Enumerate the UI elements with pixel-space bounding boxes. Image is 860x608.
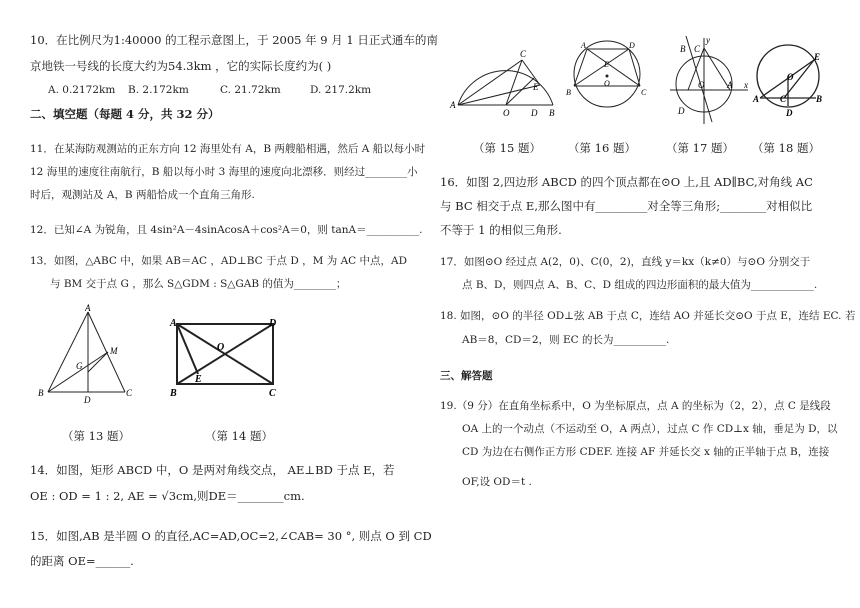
- fig14-label-e: E: [195, 374, 202, 385]
- q11-line3: 时后，观测站及 A，B 两船恰成一个直角三角形.: [30, 189, 255, 201]
- fig13-label-a: A: [85, 303, 91, 313]
- figure-18: [752, 38, 828, 122]
- q17-line1: 17．如图⊙O 经过点 A(2，0)、C(0，2)，直线 y＝kx（k≠0）与⊙O 分别交于: [440, 256, 811, 268]
- figure-14: [165, 312, 285, 402]
- fig16-label-c: C: [641, 88, 647, 97]
- fig16-label-o: O: [604, 79, 610, 88]
- fig18-label-e: E: [814, 52, 821, 62]
- caption-18: （第 18 题）: [752, 141, 820, 155]
- q17-line2: 点 B、D，则四点 A、B、C、D 组成的四边形面积的最大值为____________.: [462, 279, 818, 291]
- fig18-label-b: B: [816, 94, 823, 104]
- fig16-label-d: D: [629, 41, 635, 50]
- caption-14: （第 14 题）: [205, 429, 273, 443]
- q10-line2: 京地铁一号线的长度大约为54.3km ，它的实际长度约为( ): [30, 59, 332, 73]
- q10-option-b: B. 2.172km: [128, 84, 189, 96]
- fig15-label-b: B: [549, 108, 555, 118]
- q14-line2: OE : OD = 1 : 2, AE = √3cm,则DE＝________cm.: [30, 489, 305, 503]
- q13-line1: 13．如图，△ABC 中，如果 AB＝AC ，AD⊥BC 于点 D ，M 为 AC 中点，AD: [30, 255, 408, 267]
- q10-option-d: D. 217.2km: [310, 84, 372, 96]
- fig15-label-e: E: [533, 82, 539, 92]
- q16-line2: 与 BC 相交于点 E,那么图中有_________对全等三角形;________对相似比: [440, 199, 813, 213]
- fig16-label-b: B: [566, 88, 571, 97]
- fig18-label-d: D: [786, 108, 793, 118]
- fig16-label-e: E: [604, 60, 609, 69]
- caption-13: （第 13 题）: [62, 429, 130, 443]
- q13-line2: 与 BM 交于点 G ，那么 S△GDM : S△GAB 的值为________；: [50, 278, 347, 290]
- q18-line2: AB＝8，CD＝2，则 EC 的长为__________.: [462, 334, 670, 346]
- q10-option-a: A. 0.2172km: [48, 84, 116, 96]
- q14-line1: 14．如图，矩形 ABCD 中，O 是两对角线交点， AE⊥BD 于点 E，若: [30, 463, 395, 477]
- fig18-label-c: C: [780, 94, 787, 104]
- fig17-label-d: D: [678, 106, 685, 116]
- fig13-label-d: D: [84, 395, 91, 405]
- fig18-label-a: A: [753, 94, 760, 104]
- q15-line2: 的距离 OE=______.: [30, 554, 134, 568]
- fig15-label-d: D: [531, 108, 538, 118]
- figure-15: [448, 30, 558, 120]
- section-2-heading: 二、填空题（每题 4 分，共 32 分）: [30, 107, 220, 121]
- fig17-label-y: y: [706, 35, 710, 45]
- q18-line1: 18. 如图，⊙O 的半径 OD⊥弦 AB 于点 C，连结 AO 并延长交⊙O 于点 E，连结 EC. 若: [440, 310, 856, 322]
- caption-16: （第 16 题）: [568, 141, 636, 155]
- fig13-label-g: G: [76, 361, 83, 371]
- fig14-label-d: D: [269, 318, 277, 329]
- fig13-label-b: B: [38, 388, 44, 398]
- fig15-label-o: O: [503, 108, 510, 118]
- caption-15: （第 15 题）: [473, 141, 541, 155]
- q16-line1: 16．如图 2,四边形 ABCD 的四个顶点都在⊙O 上,且 AD∥BC,对角线 AC: [440, 175, 813, 189]
- fig17-label-c: C: [694, 44, 701, 54]
- figure-16: [562, 40, 652, 110]
- q10-line1: 10．在比例尺为1:40000 的工程示意图上，于 2005 年 9 月 1 日正式通车的南: [30, 33, 438, 47]
- fig13-label-m: M: [110, 346, 118, 356]
- q19-line2: OA 上的一个动点（不运动至 O，A 两点），过点 C 作 CD⊥x 轴，垂足为 D，以: [462, 423, 838, 435]
- q15-line1: 15．如图,AB 是半圆 O 的直径,AC=AD,OC=2,∠CAB= 30 °, 则点 O 到 CD: [30, 529, 432, 543]
- fig16-label-a: A: [581, 41, 586, 50]
- figure-13: [30, 302, 140, 412]
- fig17-label-b: B: [680, 44, 686, 54]
- q11-line2: 12 海里的速度往南航行，B 船以每小时 3 海里的速度向北漂移．则经过________小: [30, 166, 418, 178]
- fig15-label-c: C: [520, 49, 527, 59]
- fig15-label-a: A: [450, 100, 456, 110]
- caption-17: （第 17 题）: [666, 141, 734, 155]
- q19-line4: OF,设 OD＝t .: [462, 476, 532, 488]
- q10-option-c: C. 21.72km: [220, 84, 281, 96]
- figure-17: [668, 34, 754, 126]
- fig17-label-o: O: [698, 80, 705, 90]
- section-3-heading: 三、解答题: [440, 370, 493, 382]
- fig17-label-x: x: [744, 80, 748, 90]
- fig13-label-c: C: [126, 388, 133, 398]
- fig14-label-c: C: [269, 388, 276, 399]
- fig18-label-o: O: [787, 72, 794, 82]
- fig14-label-a: A: [170, 318, 177, 329]
- q12: 12．已知∠A 为锐角，且 4sin²A－4sinAcosA＋cos²A＝0，则 tanA＝__________.: [30, 224, 423, 236]
- q19-line1: 19.（9 分）在直角坐标系中，O 为坐标原点，点 A 的坐标为（2，2），点 C 是线段: [440, 400, 831, 412]
- fig14-label-b: B: [170, 388, 177, 399]
- fig17-label-a: A: [727, 80, 733, 90]
- q11-line1: 11．在某海防观测站的正东方向 12 海里处有 A，B 两艘船相遇，然后 A 船以每小时: [30, 143, 426, 155]
- q16-line3: 不等于 1 的相似三角形.: [440, 223, 562, 237]
- q19-line3: CD 为边在右侧作正方形 CDEF. 连接 AF 并延长交 x 轴的正半轴于点 B，连接: [462, 446, 830, 458]
- fig14-label-o: O: [217, 342, 225, 353]
